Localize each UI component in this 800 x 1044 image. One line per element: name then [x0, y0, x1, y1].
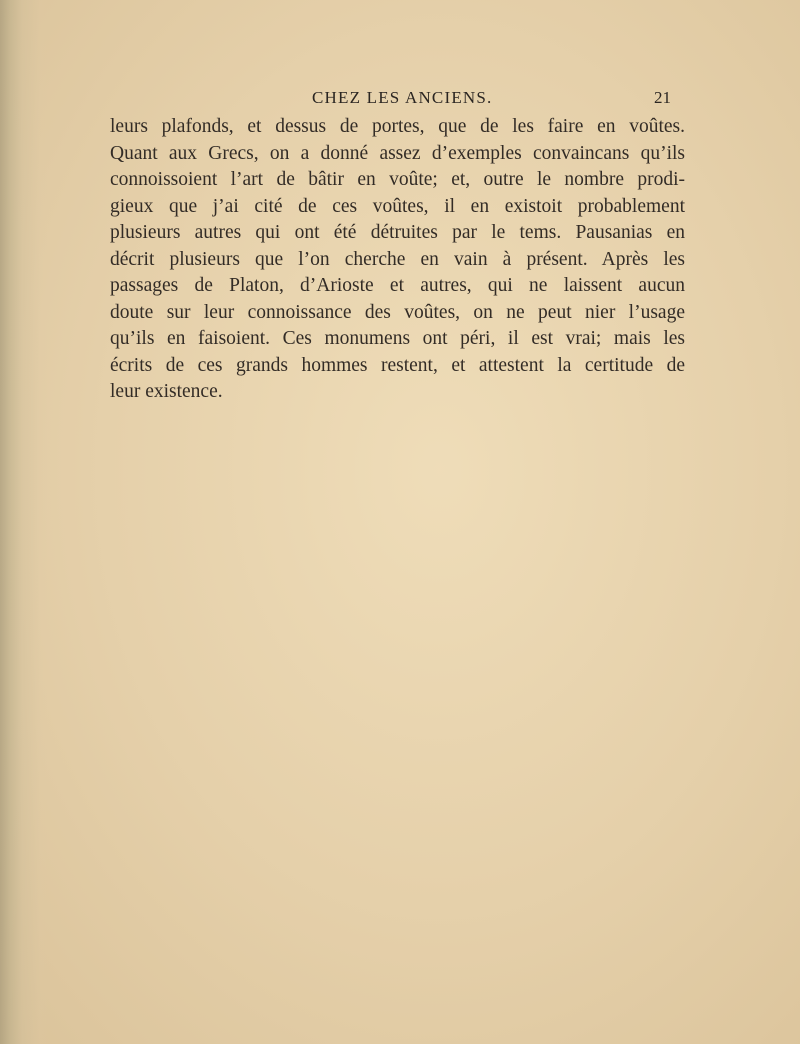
text-line: leur existence. — [110, 381, 223, 402]
text-line: connoissoient l’art de bâtir en voûte; et, outre le nombre prodi- — [110, 169, 685, 190]
page-gutter-shadow — [0, 0, 48, 1044]
text-line: passages de Platon, d’Arioste et autres, qui ne laissent aucun — [110, 275, 685, 296]
body-paragraph — [110, 114, 685, 406]
text-line: plusieurs autres qui ont été détruites par le tems. Pausanias en — [110, 222, 685, 243]
page-number: 21 — [654, 88, 671, 107]
text-line: gieux que j’ai cité de ces voûtes, il en existoit probablement — [110, 195, 685, 217]
text-line: décrit plusieurs que l’on cherche en vain à présent. Après les — [110, 248, 685, 270]
text-line: Quant aux Grecs, on a donné assez d’exemples convaincans qu’ils — [110, 142, 685, 164]
text-line: doute sur leur connoissance des voûtes, on ne peut nier l’usage — [110, 301, 685, 323]
text-line: qu’ils en faisoient. Ces monumens ont péri, il est vrai; mais les — [110, 328, 685, 349]
running-head — [0, 88, 800, 112]
text-line: écrits de ces grands hommes restent, et attestent la certitude de — [110, 354, 685, 376]
text-line: leurs plafonds, et dessus de portes, que de les faire en voûtes. — [110, 116, 685, 137]
running-head-title: CHEZ LES ANCIENS. — [312, 88, 493, 107]
